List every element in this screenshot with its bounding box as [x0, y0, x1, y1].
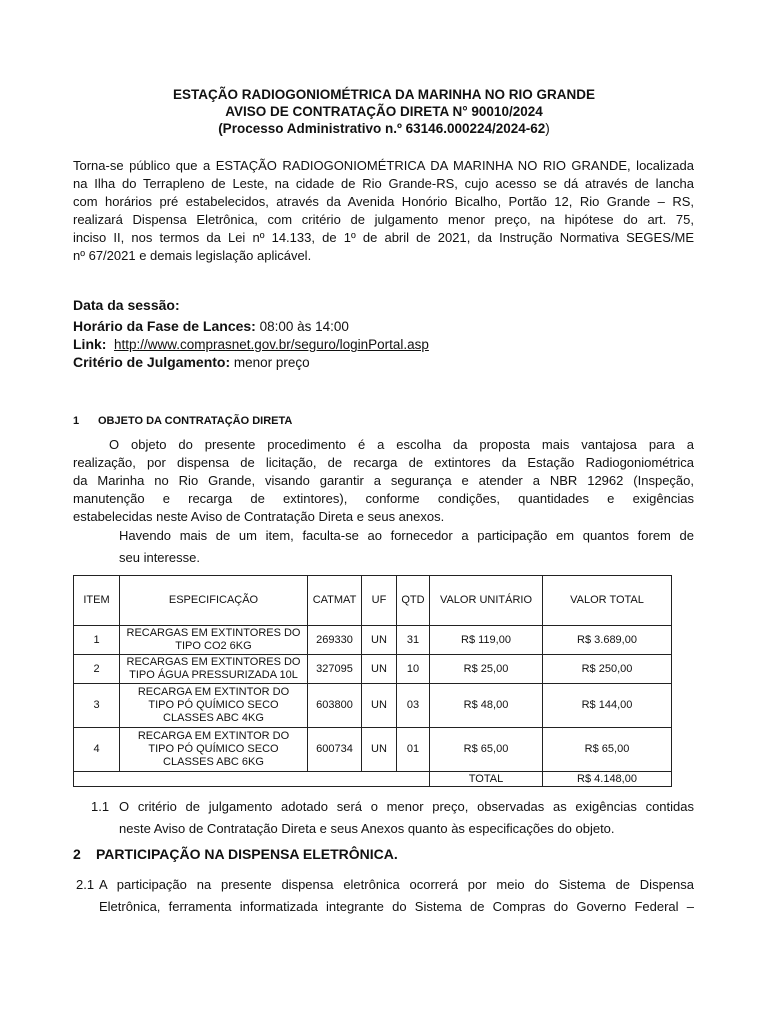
intro-line: inciso II, nos termos da Lei nº 14.133, de 1º de abril de 2021, da Instrução Normativa SEGES/ME — [73, 230, 694, 245]
section-1-heading: 1 OBJETO DA CONTRATAÇÃO DIRETA — [73, 415, 293, 427]
comprasnet-link[interactable]: http://www.comprasnet.gov.br/seguro/loginPortal.asp — [113, 337, 429, 352]
section-1-line: manutenção e recarga de extintores), conforme condições, quantidades e exigências — [73, 491, 694, 506]
header-unit-value: VALOR UNITÁRIO — [430, 576, 543, 626]
session-criteria: Critério de Julgamento: menor preço — [73, 354, 310, 370]
org-title: ESTAÇÃO RADIOGONIOMÉTRICA DA MARINHA NO RIO GRANDE — [173, 87, 595, 102]
intro-line: realizará Dispensa Eletrônica, com critério de julgamento menor preço, na hipótese do art. 75, — [73, 212, 694, 227]
intro-line: Torna-se público que a ESTAÇÃO RADIOGONIOMÉTRICA DA MARINHA NO RIO GRANDE, localizada — [73, 158, 694, 173]
intro-line: nº 67/2021 e demais legislação aplicável. — [73, 248, 312, 263]
intro-line: com horários pré estabelecidos, através da Avenida Honório Bicalho, Portão 12, Rio Grande – RS, — [73, 194, 694, 209]
header-spec: ESPECIFICAÇÃO — [120, 576, 308, 626]
table-row: 1 RECARGAS EM EXTINTORES DO TIPO CO2 6KG 269330 UN 31 R$ 119,00 R$ 3.689,00 — [74, 626, 672, 655]
total-value: R$ 4.148,00 — [543, 772, 672, 787]
table-row: 4 RECARGA EM EXTINTOR DO TIPO PÓ QUÍMICO SECO CLASSES ABC 6KG 600734 UN 01 R$ 65,00 R$ 65,00 — [74, 728, 672, 772]
section-1-note: Havendo mais de um item, faculta-se ao fornecedor a participação em quantos forem de seu interesse. — [119, 528, 694, 565]
session-link: Link: http://www.comprasnet.gov.br/seguro/loginPortal.asp — [73, 336, 429, 352]
clause-1-1-text: O critério de julgamento adotado será o menor preço, observadas as exigências contidas neste Aviso de Contratação Direta e seus Anexos quanto às especificações do objeto. — [119, 799, 694, 836]
section-1-line: realização, por dispensa de licitação, de recarga de extintores da Estação Radiogoniométrica — [73, 455, 694, 470]
clause-2-1-number: 2.1 — [76, 877, 95, 892]
header-catmat: CATMAT — [308, 576, 362, 626]
section-1-paragraph — [73, 436, 694, 526]
header-item: ITEM — [74, 576, 120, 626]
items-table — [73, 575, 672, 787]
process-number: (Processo Administrativo n.º 63146.000224/2024-62) — [218, 121, 550, 136]
session-hours: Horário da Fase de Lances: 08:00 às 14:00 — [73, 318, 349, 334]
session-date: Data da sessão: — [73, 297, 180, 313]
section-1-line: O objeto do presente procedimento é a escolha da proposta mais vantajosa para a — [109, 437, 694, 452]
section-1-line: estabelecidas neste Aviso de Contratação Direta e seus anexos. — [73, 509, 445, 524]
header-qtd: QTD — [397, 576, 430, 626]
clause-1-1-number: 1.1 — [91, 799, 110, 814]
clause-2-1-text: A participação na presente dispensa eletrônica ocorrerá por meio do Sistema de Dispensa Eletrônica, ferramenta informatizada integrante do Sistema de Compras do Governo Federal – — [99, 877, 694, 914]
table-row: 2 RECARGAS EM EXTINTORES DO TIPO ÁGUA PRESSURIZADA 10L 327095 UN 10 R$ 25,00 R$ 250,00 — [74, 655, 672, 684]
intro-line: na Ilha do Terrapleno de Leste, na cidade de Rio Grande-RS, cujo acesso se dá através de lancha — [73, 176, 694, 191]
total-label: TOTAL — [430, 772, 543, 787]
header-uf: UF — [362, 576, 397, 626]
intro-paragraph — [73, 157, 694, 265]
table-header-row — [74, 576, 672, 626]
section-2-heading: 2 PARTICIPAÇÃO NA DISPENSA ELETRÔNICA. — [73, 846, 398, 862]
header-total-value: VALOR TOTAL — [543, 576, 672, 626]
table-row: 3 RECARGA EM EXTINTOR DO TIPO PÓ QUÍMICO SECO CLASSES ABC 4KG 603800 UN 03 R$ 48,00 R$ 144,00 — [74, 684, 672, 728]
table-total-row — [74, 772, 672, 787]
section-1-line: da Marinha no Rio Grande, visando garantir a segurança e atender a NBR 12962 (Inspeção, — [73, 473, 694, 488]
notice-title: AVISO DE CONTRATAÇÃO DIRETA N° 90010/2024 — [225, 104, 543, 119]
